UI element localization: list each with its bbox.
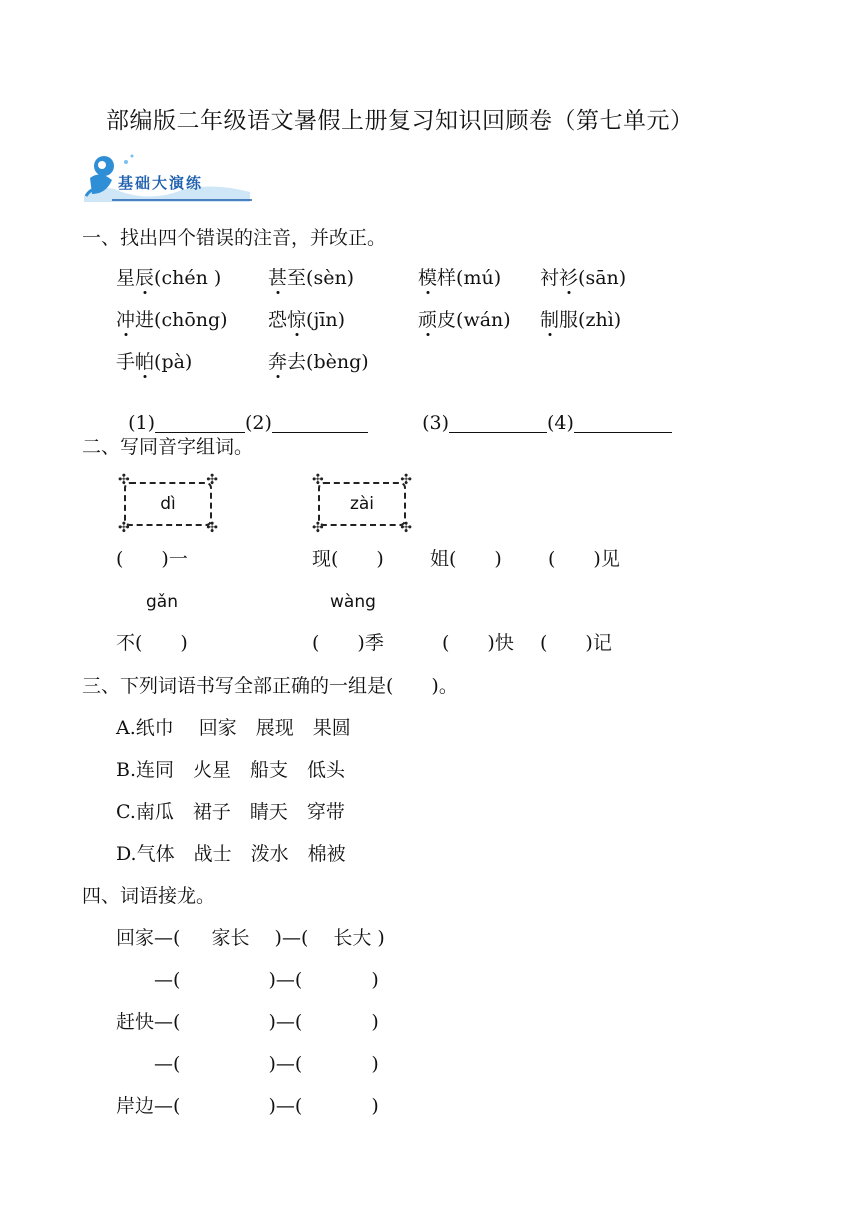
pinyin-item-char: 模 [418, 267, 438, 289]
pinyin-gan: gǎn [146, 592, 178, 612]
pinyin-item-reading: (zhì) [578, 309, 622, 331]
q2-row1-item[interactable]: ( )一 [116, 548, 188, 570]
q4-chain-row[interactable]: —( )—( ) [116, 1053, 379, 1075]
q2-row2-item[interactable]: ( )快 [442, 632, 514, 654]
pinyin-item-char: 至 [287, 267, 307, 289]
pinyin-item-reading: (chōng) [154, 309, 228, 331]
pinyin-item-char: 恐 [268, 309, 288, 331]
answer-label-2: (2) [245, 412, 272, 434]
q2-row1-item[interactable]: ( )见 [548, 548, 620, 570]
pinyin-item [116, 353, 192, 372]
pinyin-box-di-label: ✣ dì [160, 494, 176, 514]
pinyin-item-char: 衫 [559, 267, 579, 289]
pinyin-item-char: 冲 [116, 309, 136, 331]
q2-heading: 二、写同音字组词。 [82, 436, 254, 458]
pinyin-item-reading: (jīn) [306, 309, 346, 331]
answer-blank-4[interactable] [574, 414, 672, 433]
answer-label-3: (3) [422, 412, 450, 434]
pinyin-item [116, 311, 228, 330]
q1-answer-line-2 [410, 395, 672, 433]
q3-option-c[interactable]: C.南瓜 裙子 睛天 穿带 [116, 801, 345, 823]
pinyin-box-di [118, 482, 218, 536]
pinyin-item-char: 辰 [135, 267, 155, 289]
pinyin-wang: wàng [330, 592, 376, 612]
pinyin-item-char: 星 [116, 267, 136, 289]
pinyin-item-reading: (sān) [578, 267, 627, 289]
q3-option-b[interactable]: B.连同 火星 船支 低头 [116, 759, 346, 781]
section-badge [82, 152, 254, 204]
pinyin-item-reading: (sèn) [306, 267, 355, 289]
q4-chain-row[interactable]: 岸边—( )—( ) [116, 1095, 379, 1117]
pinyin-item-char: 顽 [418, 309, 438, 331]
q2-row1-item[interactable]: 姐( ) [430, 548, 502, 570]
pinyin-item [540, 269, 626, 288]
pinyin-item [268, 353, 369, 372]
pinyin-item-char: 制 [540, 309, 560, 331]
q3-heading: 三、下列词语书写全部正确的一组是( )。 [82, 675, 458, 697]
pinyin-item-char: 手 [116, 351, 136, 373]
pinyin-item-char: 服 [559, 309, 579, 331]
pinyin-item-reading: (pà) [154, 351, 193, 373]
pinyin-item [268, 311, 345, 330]
q2-row1-item[interactable]: 现( ) [312, 548, 384, 570]
q2-row2-item[interactable]: ( )季 [312, 632, 384, 654]
pinyin-item [116, 269, 221, 288]
q2-row2-item[interactable]: 不( ) [116, 632, 188, 654]
q3-option-a[interactable]: A.纸巾 回家 展现 果圆 [116, 717, 351, 739]
box-corner-icon: ✣ [400, 520, 412, 536]
pinyin-item-reading: (chén ) [154, 267, 222, 289]
q4-chain-row[interactable]: 赶快—( )—( ) [116, 1011, 379, 1033]
pinyin-item-char: 进 [135, 309, 155, 331]
pinyin-box-zai [312, 482, 412, 536]
pinyin-item-char: 皮 [437, 309, 457, 331]
pinyin-item-reading: (bèng) [306, 351, 369, 373]
pinyin-item-char: 惊 [287, 309, 307, 331]
answer-label-1: (1) [128, 412, 156, 434]
box-corner-icon: ✣ [312, 520, 324, 536]
pinyin-item-char: 样 [437, 267, 457, 289]
answer-blank-2[interactable] [272, 414, 368, 433]
q1-answer-line [116, 395, 368, 433]
answer-label-4: (4) [547, 412, 574, 434]
pinyin-item-char: 甚 [268, 267, 288, 289]
answer-blank-3[interactable] [449, 414, 547, 433]
page-title: 部编版二年级语文暑假上册复习知识回顾卷（第七单元） [106, 108, 694, 134]
pinyin-item-char: 去 [287, 351, 307, 373]
box-corner-icon: ✣ [118, 520, 130, 536]
q4-chain-row[interactable]: 回家—( 家长 )—( 长大 ) [116, 927, 385, 949]
box-corner-icon: ✣ [206, 520, 218, 536]
q2-row2-item[interactable]: ( )记 [540, 632, 612, 654]
pinyin-item-char: 奔 [268, 351, 288, 373]
q1-heading: 一、找出四个错误的注音，并改正。 [82, 227, 387, 249]
q4-chain-row[interactable]: —( )—( ) [116, 969, 379, 991]
q3-option-d[interactable]: D.气体 战士 泼水 棉被 [116, 843, 346, 865]
pinyin-item [418, 311, 511, 330]
pinyin-box-zai-label: ✣ zài [349, 494, 375, 514]
pinyin-item-char: 衬 [540, 267, 560, 289]
pinyin-item [540, 311, 621, 330]
pinyin-item [268, 269, 354, 288]
pinyin-item [418, 269, 501, 288]
pinyin-item-reading: (wán) [456, 309, 511, 331]
badge-label: 基础大演练 [118, 174, 204, 192]
pinyin-item-char: 帕 [135, 351, 155, 373]
q4-heading: 四、词语接龙。 [82, 885, 216, 907]
answer-blank-1[interactable] [155, 414, 245, 433]
pinyin-item-reading: (mú) [456, 267, 502, 289]
